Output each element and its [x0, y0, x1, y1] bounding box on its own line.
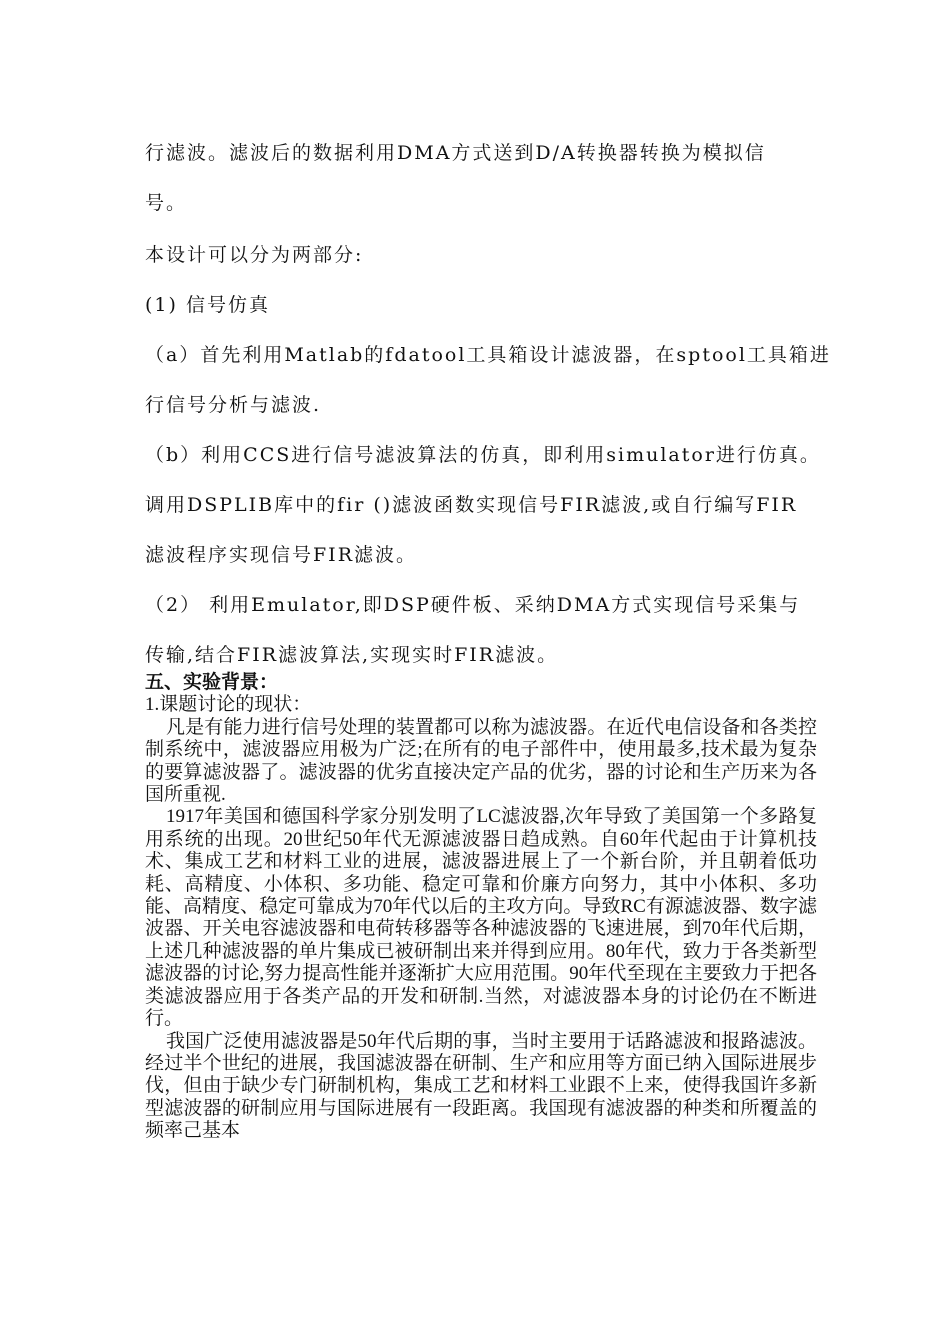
paragraph: 我国广泛使用滤波器是50年代后期的事，当时主要用于话路滤波和报路滤波。经过半个世纪的进展，我国滤波器在研制、生产和应用等方面已纳入国际进展步伐，但由于缺少专门研制机构，集成工艺和材料工业跟不上来，使得我国许多新型滤波器的研制应用与国际进展有一段距离。我国现有滤波器的种类和所覆盖的频率己基本 — [145, 1030, 817, 1142]
section-heading: 五、实验背景： — [145, 672, 279, 693]
text-line-11: 传输,结合FIR滤波算法,实现实时FIR滤波。 — [145, 644, 559, 666]
text-line-4: (1) 信号仿真 — [145, 294, 270, 316]
text-line-5: （a）首先利用Matlab的fdatool工具箱设计滤波器，在sptool工具箱进 — [145, 344, 831, 366]
text-line-3: 本设计可以分为两部分: — [145, 244, 364, 266]
section-background — [145, 672, 817, 1143]
paragraph: 1917年美国和德国科学家分别发明了LC滤波器,次年导致了美国第一个多路复用系统的出现。20世纪50年代无源滤波器日趋成熟。自60年代起由于计算机技术、集成工艺和材料工业的进展，滤波器进展上了一个新台阶，并且朝着低功耗、高精度、小体积、多功能、稳定可靠和价廉方向努力，其中小体积、多功能、高精度、稳定可靠成为70年代以后的主攻方向。导致RC有源滤波器、数字滤波器、开关电容滤波器和电荷转移器等各种滤波器的飞速进展，到70年代后期，上述几种滤波器的单片集成已被研制出来并得到应用。80年代，致力于各类新型滤波器的讨论,努力提高性能并逐渐扩大应用范围。90年代至现在主要致力于把各类滤波器应用于各类产品的开发和研制.当然，对滤波器本身的讨论仍在不断进行。 — [145, 806, 817, 1030]
text-line-7: （b）利用CCS进行信号滤波算法的仿真，即利用simulator进行仿真。 — [145, 444, 821, 466]
section-subheading: 1.课题讨论的现状： — [145, 694, 312, 716]
text-line-6: 行信号分析与滤波. — [145, 394, 322, 416]
text-line-8: 调用DSPLIB库中的fir ()滤波函数实现信号FIR滤波,或自行编写FIR — [145, 494, 798, 516]
text-line-2: 号。 — [145, 192, 188, 214]
text-line-9: 滤波程序实现信号FIR滤波。 — [145, 544, 417, 566]
text-line-1: 行滤波。滤波后的数据利用DMA方式送到D/A转换器转换为模拟信 — [145, 142, 766, 164]
text-line-10: （2） 利用Emulator,即DSP硬件板、采纳DMA方式实现信号采集与 — [145, 594, 801, 616]
paragraph: 凡是有能力进行信号处理的装置都可以称为滤波器。在近代电信设备和各类控制系统中，滤波器应用极为广泛;在所有的电子部件中，使用最多,技术最为复杂的要算滤波器了。滤波器的优劣直接决定产品的优劣，器的讨论和生产历来为各国所重视. — [145, 716, 817, 806]
